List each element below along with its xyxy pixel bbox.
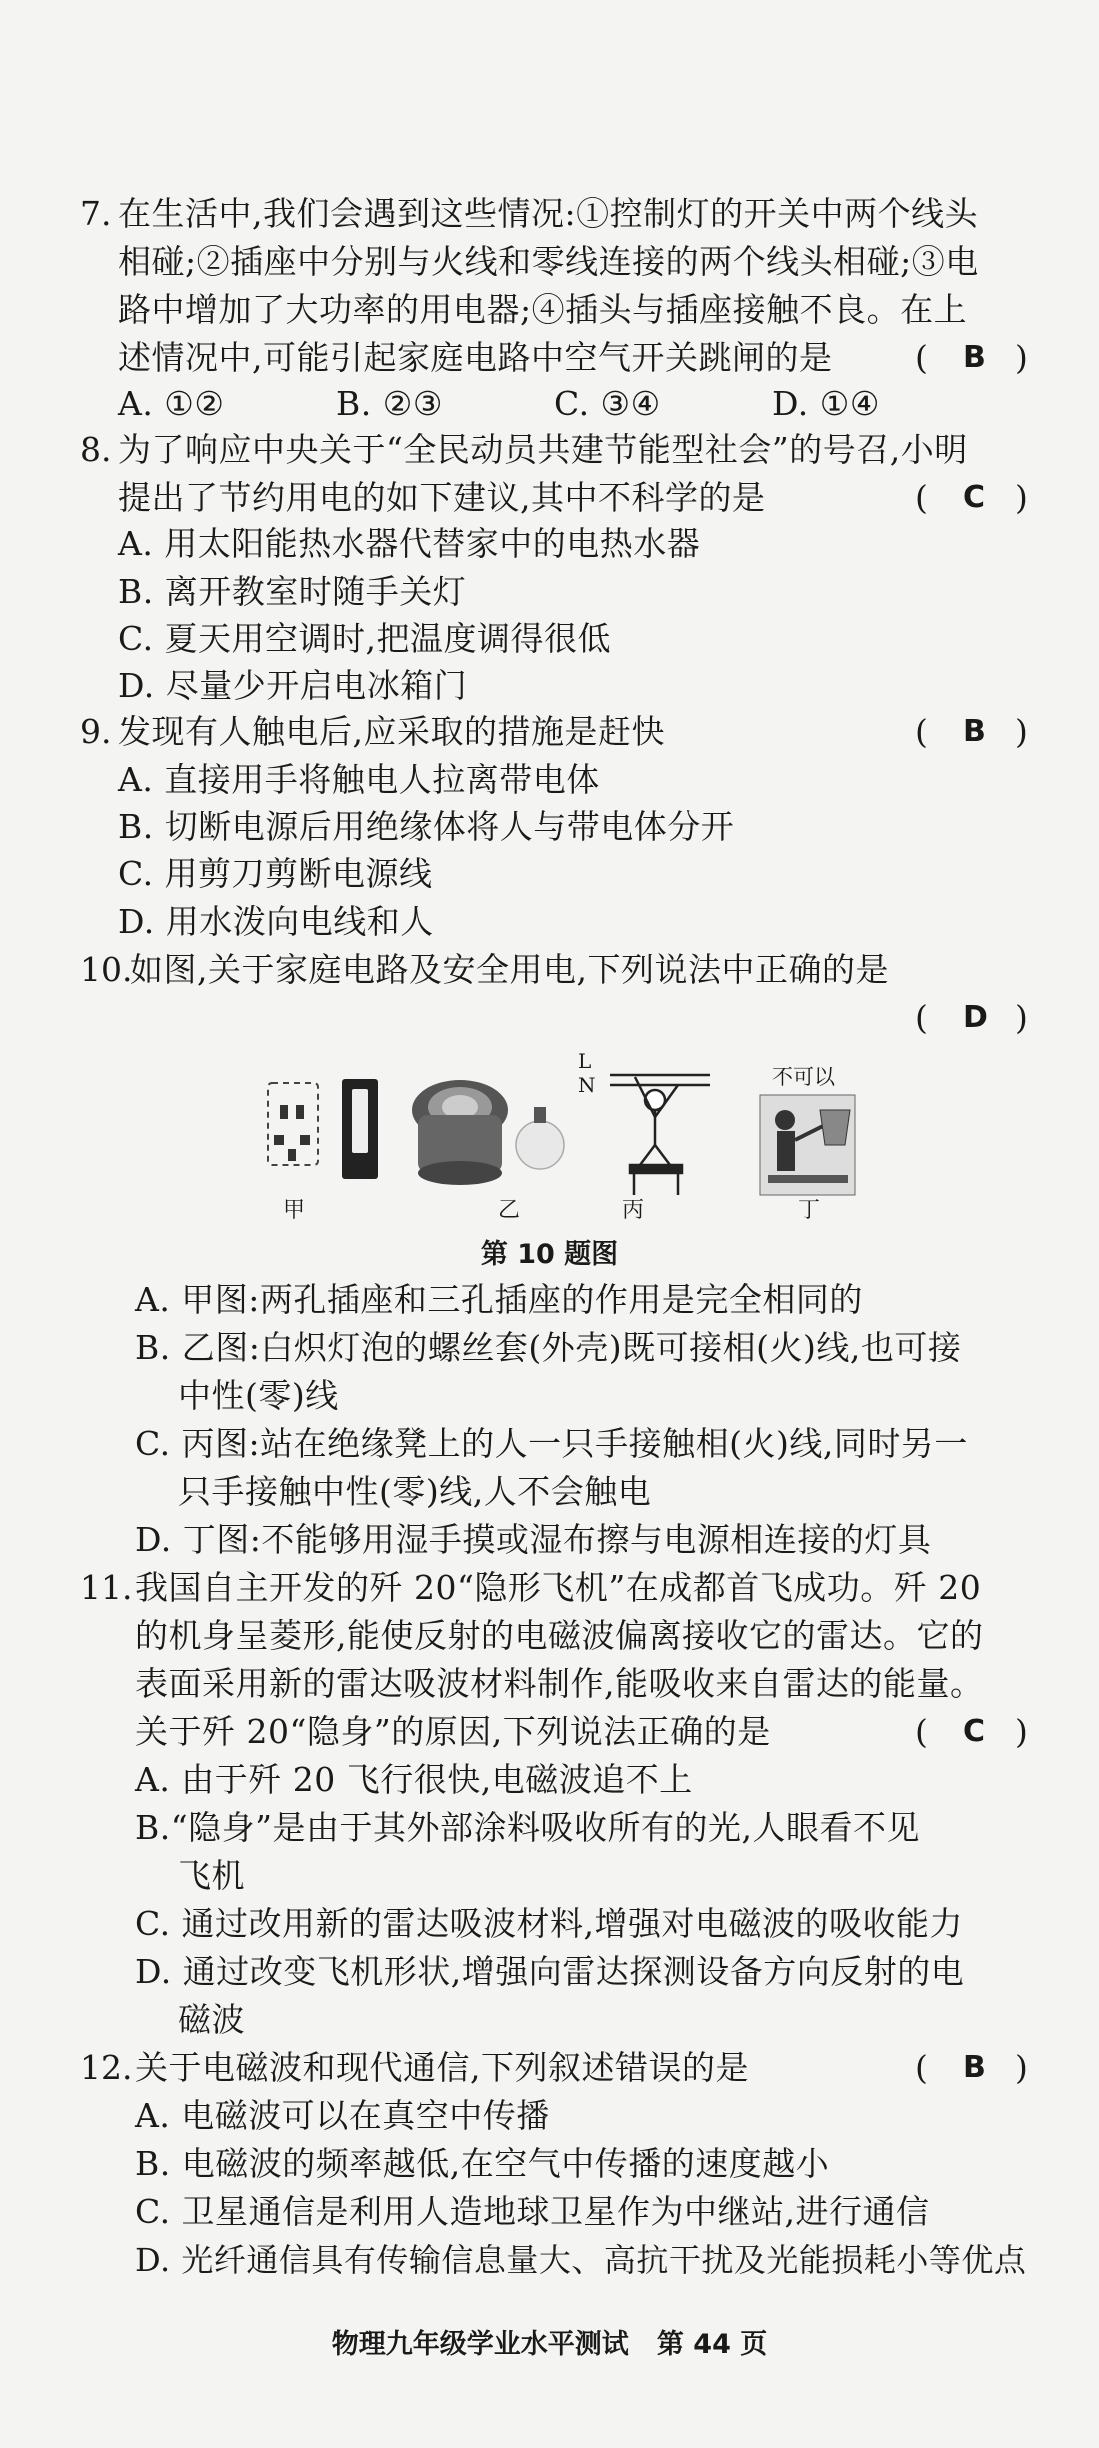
- question-number: 8.: [80, 430, 112, 469]
- option-d: D. 用水泼向电线和人: [118, 902, 434, 941]
- option-a: A. ①②: [118, 384, 225, 423]
- option-c: C. 用剪刀剪断电源线: [118, 854, 433, 893]
- option-d: D. 尽量少开启电冰箱门: [118, 666, 468, 705]
- option-b: B.“隐身”是由于其外部涂料吸收所有的光,人眼看不见: [135, 1808, 920, 1847]
- option-a: A. 用太阳能热水器代替家中的电热水器: [118, 524, 701, 563]
- page-footer: [0, 2322, 1099, 2361]
- question-text-line: 发现有人触电后,应采取的措施是赶快: [118, 712, 665, 751]
- figure-label-jia: 甲: [283, 1198, 306, 1223]
- question-text-line: 如图,关于家庭电路及安全用电,下列说法中正确的是: [130, 950, 889, 989]
- option-a: A. 电磁波可以在真空中传播: [135, 2096, 550, 2135]
- question-text-line: 提出了节约用电的如下建议,其中不科学的是: [118, 478, 766, 517]
- option-b: B. 切断电源后用绝缘体将人与带电体分开: [118, 807, 735, 846]
- option-c-cont: 只手接触中性(零)线,人不会触电: [178, 1472, 652, 1511]
- page-number: 第 44 页: [656, 2329, 768, 2360]
- option-d: D. 丁图:不能够用湿手摸或湿布擦与电源相连接的灯具: [135, 1520, 932, 1559]
- question-text-line: 关于歼 20“隐身”的原因,下列说法正确的是: [135, 1712, 771, 1751]
- figure-illustrations: [260, 1055, 1040, 1215]
- footer-title: 物理九年级学业水平测试: [331, 2329, 629, 2360]
- answer-letter: B: [963, 340, 986, 375]
- question-number: 10.: [80, 950, 133, 989]
- question-text-line: 相碰;②插座中分别与火线和零线连接的两个线头相碰;③电: [118, 242, 979, 281]
- answer-letter: B: [963, 2050, 986, 2085]
- exam-page: 7. 在生活中,我们会遇到这些情况:①控制灯的开关中两个线头 相碰;②插座中分别与火线和零线连接的两个线头相碰;③电 路中增加了大功率的用电器;④插头与插座接触不良。在上 述情况中,可能引起家庭电路中空气开关跳闸的是 ( B ) A. ①② B. ②③ C. ③④ D. ①④ 8. 为了响应中央关于“全民动员共建节能型社会”的号召,小明 提出了节约用电的如下建议,其中不科学的是 ( C ) A. 用太阳能热水器代替家中的电热水器 B. 离开教室时随手关灯 C. 夏天用空调时,把温度调得很低 D. 尽量少开启电冰箱门 9. 发现有人触电后,应采取的措施是赶快 ( B ) A. 直接用手将触电人拉离带电体 B. 切断电源后用绝缘体将人与带电体分开 C. 用剪刀剪断电源线 D. 用水泼向电线和人 10. 如图,关于家庭电路及安全用电,下列说法中正确的是 ( D ) 甲 乙 丙 丁 L N 不可以 第 10 题图 A. 甲图:两孔插座和三孔插座的作用是完全相同的 B. 乙图:白炽灯泡的螺丝套(外壳)既可接相(火)线,也可接 中性(零)线 C. 丙图:站在绝缘凳上的人一只手接触相(火)线,同时另一 只手接触中性(零)线,人不会触电 D. 丁图:不能够用湿手摸或湿布擦与电源相连接的灯具 11. 我国自主开发的歼 20“隐形飞机”在成都首飞成功。歼 20 的机身呈菱形,能使反射的电磁波偏离接收它的雷达。它的 表面采用新的雷达吸波材料制作,能吸收来自雷达的能量。 关于歼 20“隐身”的原因,下列说法正确的是 ( C ) A. 由于歼 20 飞行很快,电磁波追不上 B.“隐身”是由于其外部涂料吸收所有的光,人眼看不见 飞机 C. 通过改用新的雷达吸波材料,增强对电磁波的吸收能力 D. 通过改变飞机形状,增强向雷达探测设备方向反射的电 磁波 12. 关于电磁波和现代通信,下列叙述错误的是 ( B ) A. 电磁波可以在真空中传播 B. 电磁波的频率越低,在空气中传播的速度越小 C. 卫星通信是利用人造地球卫星作为中继站,进行通信 D. 光纤通信具有传输信息量大、高抗干扰及光能损耗小等优点 物理九年级学业水平测试 第 44 页: [0, 0, 1099, 2448]
- question-text-line: 为了响应中央关于“全民动员共建节能型社会”的号召,小明: [118, 430, 968, 469]
- answer-letter: B: [963, 714, 986, 749]
- option-b: B. 离开教室时随手关灯: [118, 572, 467, 611]
- option-c: C. 夏天用空调时,把温度调得很低: [118, 619, 612, 658]
- option-c: C. ③④: [554, 384, 661, 423]
- option-d: D. ①④: [772, 384, 880, 423]
- option-d: D. 通过改变飞机形状,增强向雷达探测设备方向反射的电: [135, 1952, 965, 1991]
- option-d-cont: 磁波: [178, 2000, 245, 2039]
- figure-label-ding: 丁: [798, 1198, 821, 1223]
- socket-illustration: [268, 1079, 378, 1179]
- bulb-illustration: [412, 1080, 564, 1185]
- figure-label-bing: 丙: [622, 1198, 645, 1223]
- question-number: 11.: [80, 1568, 133, 1607]
- question-text-line: 在生活中,我们会遇到这些情况:①控制灯的开关中两个线头: [118, 194, 979, 233]
- option-b: B. 电磁波的频率越低,在空气中传播的速度越小: [135, 2144, 830, 2183]
- option-a: A. 由于歼 20 飞行很快,电磁波追不上: [135, 1760, 693, 1799]
- question-text-line: 关于电磁波和现代通信,下列叙述错误的是: [135, 2048, 749, 2087]
- option-a: A. 直接用手将触电人拉离带电体: [118, 760, 600, 799]
- options-row: [118, 382, 990, 426]
- answer-letter: D: [963, 1000, 988, 1035]
- wire-label-l: L: [578, 1049, 592, 1073]
- answer-letter: C: [963, 1714, 986, 1749]
- option-a: A. 甲图:两孔插座和三孔插座的作用是完全相同的: [135, 1280, 863, 1319]
- option-d: D. 光纤通信具有传输信息量大、高抗干扰及光能损耗小等优点: [135, 2241, 1027, 2279]
- option-c: C. 卫星通信是利用人造地球卫星作为中继站,进行通信: [135, 2192, 930, 2231]
- question-10-figure: [260, 1049, 1040, 1223]
- question-text-line: 我国自主开发的歼 20“隐形飞机”在成都首飞成功。歼 20: [135, 1568, 982, 1607]
- figure-caption: 第 10 题图: [480, 1239, 619, 1270]
- option-c: C. 丙图:站在绝缘凳上的人一只手接触相(火)线,同时另一: [135, 1424, 968, 1463]
- question-number: 12.: [80, 2048, 133, 2087]
- question-text-line: 表面采用新的雷达吸波材料制作,能吸收来自雷达的能量。: [135, 1664, 984, 1703]
- option-b: B. ②③: [336, 384, 443, 423]
- question-text-line: 述情况中,可能引起家庭电路中空气开关跳闸的是: [118, 338, 833, 377]
- question-number: 7.: [80, 194, 112, 233]
- answer-letter: C: [963, 480, 986, 515]
- sign-text: 不可以: [772, 1065, 835, 1089]
- wire-label-n: N: [578, 1073, 596, 1097]
- stool-person-illustration: [610, 1075, 710, 1195]
- option-b: B. 乙图:白炽灯泡的螺丝套(外壳)既可接相(火)线,也可接: [135, 1328, 962, 1367]
- question-text-line: 的机身呈菱形,能使反射的电磁波偏离接收它的雷达。它的: [135, 1616, 984, 1655]
- question-text-line: 路中增加了大功率的用电器;④插头与插座接触不良。在上: [118, 290, 968, 329]
- option-c: C. 通过改用新的雷达吸波材料,增强对电磁波的吸收能力: [135, 1904, 964, 1943]
- option-b-cont: 飞机: [178, 1856, 245, 1895]
- option-b-cont: 中性(零)线: [178, 1376, 339, 1415]
- wet-hand-lamp-illustration: [760, 1095, 855, 1195]
- question-number: 9.: [80, 712, 112, 751]
- figure-label-yi: 乙: [498, 1198, 521, 1223]
